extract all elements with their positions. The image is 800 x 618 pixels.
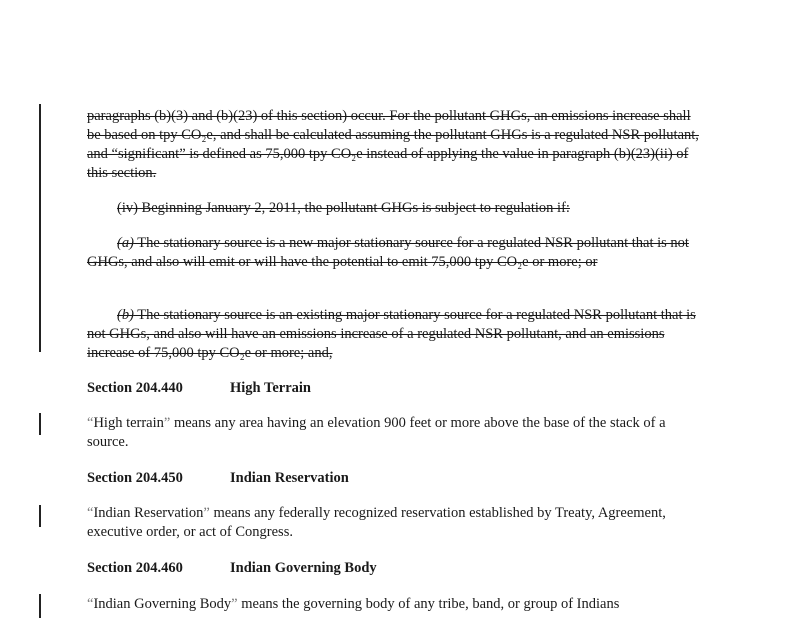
revision-bar: [39, 104, 41, 352]
item-label-b: (b): [117, 307, 134, 323]
struck-paragraph-b: [87, 306, 699, 363]
section-title: Indian Reservation: [230, 470, 349, 486]
definition-text: means any federally recognized reservation established by Treaty, Agreement, executive order, or act of Congress.: [87, 505, 666, 540]
struck-paragraph-a: [87, 234, 699, 272]
defined-term: Indian Governing Body: [93, 596, 232, 612]
struck-paragraph-iv: (iv) Beginning January 2, 2011, the pollutant GHGs is subject to regulation if:: [117, 200, 570, 216]
close-quote: ”: [163, 415, 171, 431]
section-title: High Terrain: [230, 380, 311, 396]
definition-indian-governing-body: [87, 595, 699, 614]
open-quote: “: [87, 596, 94, 612]
close-quote: ”: [203, 505, 210, 521]
section-heading-204-460: [87, 559, 377, 578]
revision-bar: [39, 413, 41, 435]
section-number: Section 204.450: [87, 470, 183, 486]
open-quote: “: [87, 415, 94, 431]
struck-paragraph-continuation: paragraphs (b)(3) and (b)(23) of this section) occur. For the pollutant GHGs, an emissions increase shall be based on tpy CO₂e, and shall be calculated assuming the pollutant GHGs is a regulated NSR pollutant, and “significant” is defined as 75,000 tpy CO₂e instead of applying the value in paragraph (b)(23)(ii) of this section.: [87, 108, 699, 181]
item-text-b: The stationary source is an existing major stationary source for a regulated NSR pollutant that is not GHGs, and also will have an emissions increase of a regulated NSR pollutant, and an emissions increase of 75,000 tpy CO₂e or more; and,: [87, 307, 696, 361]
item-label-a: (a): [117, 235, 134, 251]
section-heading-204-450: [87, 469, 349, 488]
definition-high-terrain: [87, 414, 699, 452]
definition-indian-reservation: [87, 504, 699, 542]
item-text-a: The stationary source is a new major stationary source for a regulated NSR pollutant that is not GHGs, and also will emit or will have the potential to emit 75,000 tpy CO₂e or more; or: [87, 235, 689, 270]
revision-bar: [39, 505, 41, 527]
close-quote: ”: [231, 596, 238, 612]
section-heading-204-440: [87, 379, 311, 398]
revision-bar: [39, 594, 41, 618]
definition-text: means any area having an elevation 900 feet or more above the base of the stack of a source.: [87, 415, 666, 450]
definition-text: means the governing body of any tribe, band, or group of Indians: [237, 596, 620, 612]
defined-term: High terrain: [93, 415, 164, 431]
open-quote: “: [87, 505, 94, 521]
section-title: Indian Governing Body: [230, 560, 377, 576]
defined-term: Indian Reservation: [93, 505, 204, 521]
section-number: Section 204.460: [87, 560, 183, 576]
section-number: Section 204.440: [87, 380, 183, 396]
